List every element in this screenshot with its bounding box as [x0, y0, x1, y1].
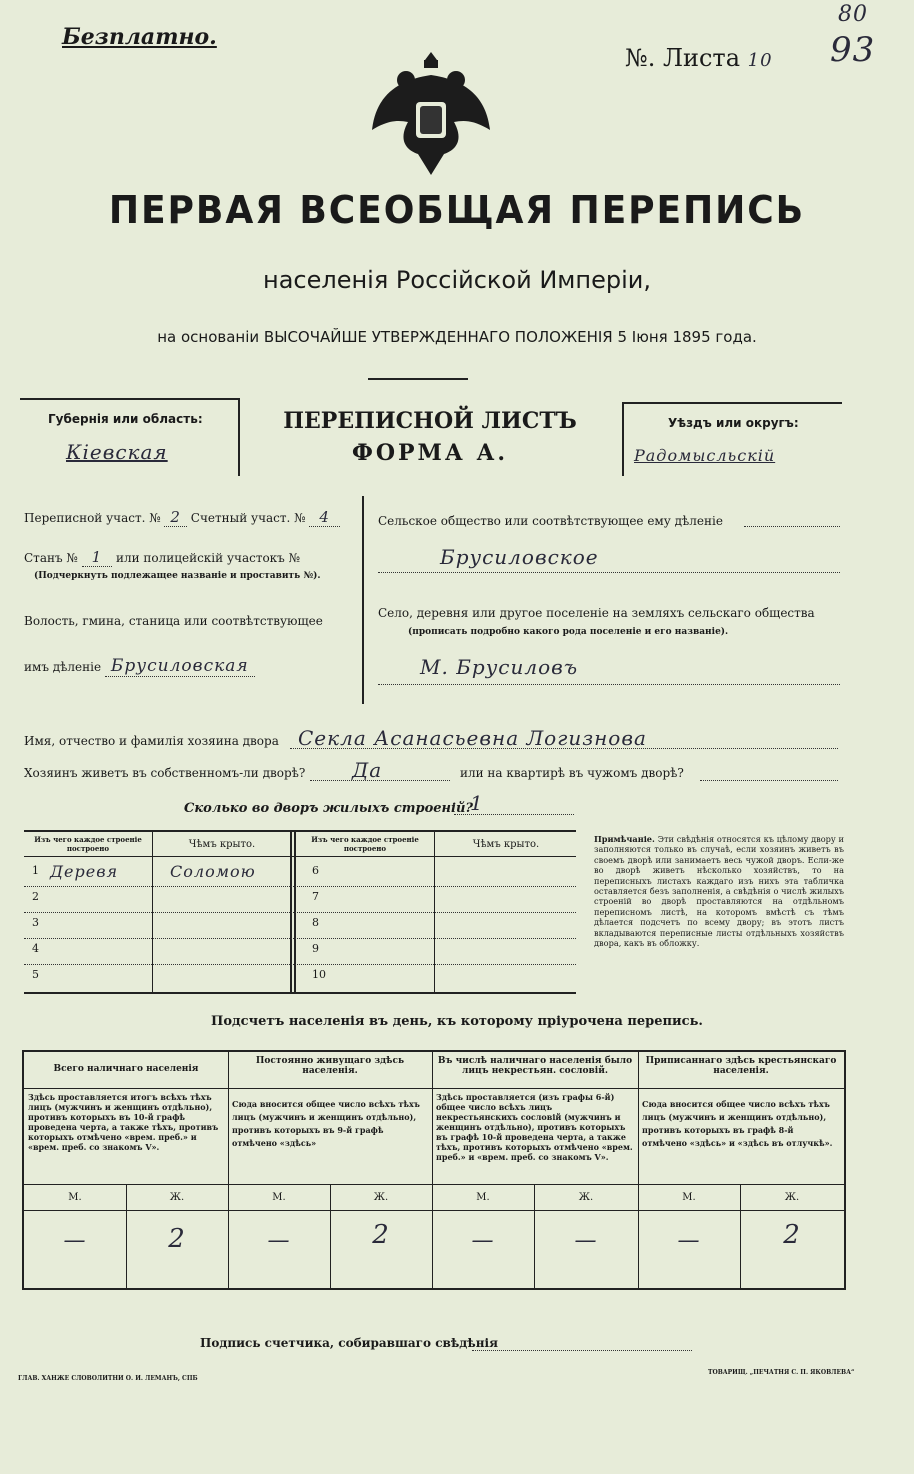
gubernia-box [20, 398, 240, 476]
page-number-top: 80 [838, 2, 868, 27]
left-print: ГЛАВ. ХАНЖЕ СЛОВОЛИТНИ О. И. ЛЕМАНЪ, СПБ [18, 1375, 198, 1382]
signature-line [472, 1350, 692, 1351]
buildings-table [24, 830, 576, 994]
col-roof-left: Чѣмъ крыто. [188, 839, 256, 850]
note-block [594, 834, 844, 948]
stan-rest: или полицейскій участокъ № [115, 551, 300, 565]
right-print: ТОВАРИЩ. „ПЕЧАТНЯ С. П. ЯКОВЛЕВА“ [708, 1369, 855, 1376]
pvalue-zh: 2 [372, 1220, 390, 1250]
gubernia-value: Кіевская [66, 440, 168, 464]
double-headed-eagle-emblem [368, 50, 494, 180]
zh-label: Ж. [578, 1192, 594, 1203]
pcol-desc: Здѣсь проставляется (изъ графы 6-й) общее число всѣхъ лицъ некрестьянскихъ сословій (мужчинъ и женщинъ отдѣльно), противъ которыхъ въ графѣ 10-й проведена черта, а также тѣхъ, противъ которыхъ отмѣчено «врем. преб.» и «врем. преб. со знакомъ V». [436, 1092, 633, 1162]
volost-value: Брусиловская [105, 656, 255, 677]
note-title: Примѣчаніе. [594, 834, 655, 844]
m-label: М. [68, 1192, 82, 1203]
m-label: М. [272, 1192, 286, 1203]
row-number: 4 [32, 942, 39, 955]
sheet-number: 10 [747, 50, 773, 71]
perepisnoy-label: Переписной участ. № [24, 511, 161, 525]
free-label: Безплатно. [62, 24, 217, 50]
sheet-number-label [625, 44, 773, 72]
signature-label: Подпись счетчика, собиравшаго свѣдѣнія [200, 1336, 498, 1350]
table-row [24, 964, 576, 990]
village-value: М. Брусиловъ [420, 655, 579, 679]
row-number: 7 [312, 890, 319, 903]
sheet-title: ПЕРЕПИСНОЙ ЛИСТЪ [283, 408, 577, 434]
uezd-label: Уѣздъ или округъ: [668, 416, 799, 430]
pvalue-m: — [677, 1228, 701, 1253]
col-roof-right: Чѣмъ крыто. [472, 839, 540, 850]
buildings-line [454, 814, 574, 815]
owner-name-label: Имя, отчество и фамилія хозяина двора [24, 734, 279, 748]
row-number: 8 [312, 916, 319, 929]
pcol-title: Въ числѣ наличнаго населенія было лицъ некрестьян. сословій. [437, 1056, 633, 1076]
schetny-label: Счетный участ. № [190, 511, 306, 525]
page-title: ПЕРВАЯ ВСЕОБЩАЯ ПЕРЕПИСЬ [108, 188, 806, 232]
uezd-value: Радомысльскій [634, 446, 776, 465]
stan-value: 1 [82, 548, 113, 567]
page-subtitle: населенія Россійской Имперіи, [263, 266, 651, 294]
society-line [378, 572, 840, 573]
m-label: М. [682, 1192, 696, 1203]
pcol-title: Постоянно живущаго здѣсь населенія. [255, 1056, 405, 1076]
table-row [24, 886, 576, 913]
volost-label: Волость, гмина, станица или соотвѣтствующее [24, 614, 323, 628]
prow-line-1 [24, 1088, 844, 1089]
pcol-title: Приписаннаго здѣсь крестьянскаго населенія. [645, 1056, 837, 1076]
buildings-label: Сколько во дворъ жилыхъ строеній? [184, 801, 474, 816]
row-material: Деревя [50, 862, 119, 881]
row-number: 10 [312, 968, 326, 981]
zh-label: Ж. [373, 1192, 389, 1203]
prow-line-3 [24, 1210, 844, 1211]
perepisnoy-field [24, 508, 340, 526]
row-number: 6 [312, 864, 319, 877]
ornament-divider [368, 378, 468, 380]
table-row [24, 860, 576, 887]
form-label: ФОРМА А. [351, 440, 509, 466]
pcol-desc: Сюда вносится общее число всѣхъ тѣхъ лицъ (мужчинъ и женщинъ отдѣльно), противъ которыхъ въ 9-й графѣ отмѣчено «здѣсь» [232, 1099, 420, 1148]
village-note: (прописать подробно какого рода поселеніе и его названіе). [408, 627, 729, 637]
society-label: Сельское общество или соотвѣтствующее ему дѣленіе [378, 514, 723, 528]
population-heading: Подсчетъ населенія въ день, къ которому пріурочена перепись. [211, 1014, 703, 1029]
page-number: 93 [830, 30, 876, 70]
stan-note: (Подчеркнуть подлежащее названіе и проставить №). [34, 571, 321, 581]
pcol-title: Всего наличнаго населенія [53, 1064, 199, 1074]
gubernia-label: Губернія или область: [48, 412, 203, 426]
pvalue-m: — [267, 1228, 291, 1253]
pcol-desc: Здѣсь проставляется итогъ всѣхъ тѣхъ лицъ (мужчинъ и женщинъ отдѣльно), противъ которыхъ въ 10-й графѣ проведена черта, а также тѣхъ, противъ которыхъ отмѣчено «врем. преб.» и «врем. преб. со знакомъ V». [28, 1092, 219, 1152]
col-material-left: Изъ чего каждое строеніе построено [34, 835, 142, 853]
pvalue-m: — [471, 1228, 495, 1253]
row-number: 9 [312, 942, 319, 955]
lives-value: Да [352, 758, 383, 782]
pvalue-zh: 2 [168, 1224, 186, 1254]
vertical-divider [362, 496, 364, 704]
table-row [24, 912, 576, 939]
volost-label2: имъ дѣленіе [24, 660, 102, 674]
lives-alt-line [700, 780, 838, 781]
row-number: 2 [32, 890, 39, 903]
volost-field [24, 656, 255, 676]
sheet-label: №. Листа [625, 44, 741, 72]
basis-line: на основаніи ВЫСОЧАЙШЕ УТВЕРЖДЕННАГО ПОЛОЖЕНІЯ 5 Іюня 1895 года. [157, 328, 757, 346]
society-dotline [744, 526, 840, 527]
schetny-value: 4 [309, 508, 340, 527]
village-label: Село, деревня или другое поселеніе на земляхъ сельскаго общества [378, 606, 815, 620]
owner-name-line [290, 748, 838, 749]
owner-name-value: Секла Асанасьевна Логизнова [298, 726, 647, 750]
stan-field [24, 548, 300, 566]
table-header-line [24, 856, 576, 857]
village-line [378, 684, 840, 685]
m-label: М. [476, 1192, 490, 1203]
zh-label: Ж. [784, 1192, 800, 1203]
pvalue-zh: 2 [783, 1220, 801, 1250]
row-number: 5 [32, 968, 39, 981]
col-material-right: Изъ чего каждое строеніе построено [311, 835, 419, 853]
lives-alt: или на квартирѣ въ чужомъ дворѣ? [460, 766, 684, 780]
lives-label: Хозяинъ живетъ въ собственномъ-ли дворѣ? [24, 766, 306, 780]
lives-line [310, 780, 450, 781]
society-value: Брусиловское [440, 545, 599, 569]
pvalue-zh: — [574, 1228, 598, 1253]
stan-label: Станъ № [24, 551, 78, 565]
row-number: 1 [32, 864, 39, 877]
table-row [24, 938, 576, 965]
zh-label: Ж. [169, 1192, 185, 1203]
population-table [22, 1050, 846, 1290]
row-roof: Соломою [170, 862, 256, 881]
perepisnoy-value: 2 [164, 508, 187, 527]
uezd-box [622, 402, 842, 476]
pvalue-m: — [63, 1228, 87, 1253]
pcol-desc: Сюда вносится общее число всѣхъ тѣхъ лицъ (мужчинъ и женщинъ отдѣльно), противъ которыхъ въ графѣ 8-й отмѣчено «здѣсь» и «здѣсь въ отлучкѣ». [642, 1099, 833, 1148]
row-number: 3 [32, 916, 39, 929]
prow-line-2 [24, 1184, 844, 1185]
note-text: Эти свѣдѣнія относятся къ цѣлому двору и заполняются только въ случаѣ, если хозяинъ живетъ въ своемъ дворѣ или занимаетъ весь чужой дворъ. Если-же во дворѣ живетъ нѣсколько хозяйствъ, то на переписныхъ листахъ каждаго изъ нихъ эта табличка оставляется безъ заполненія, а свѣдѣнія о числѣ жилыхъ строеній во дворѣ проставляются на отдѣльномъ переписномъ листѣ, на которомъ вмѣстѣ съ тѣмъ дѣлается подсчетъ по всему двору; въ этотъ листъ вкладываются переписные листы отдѣльныхъ хозяйствъ двора, какъ въ обложку. [594, 834, 844, 949]
buildings-value: 1 [470, 791, 484, 815]
